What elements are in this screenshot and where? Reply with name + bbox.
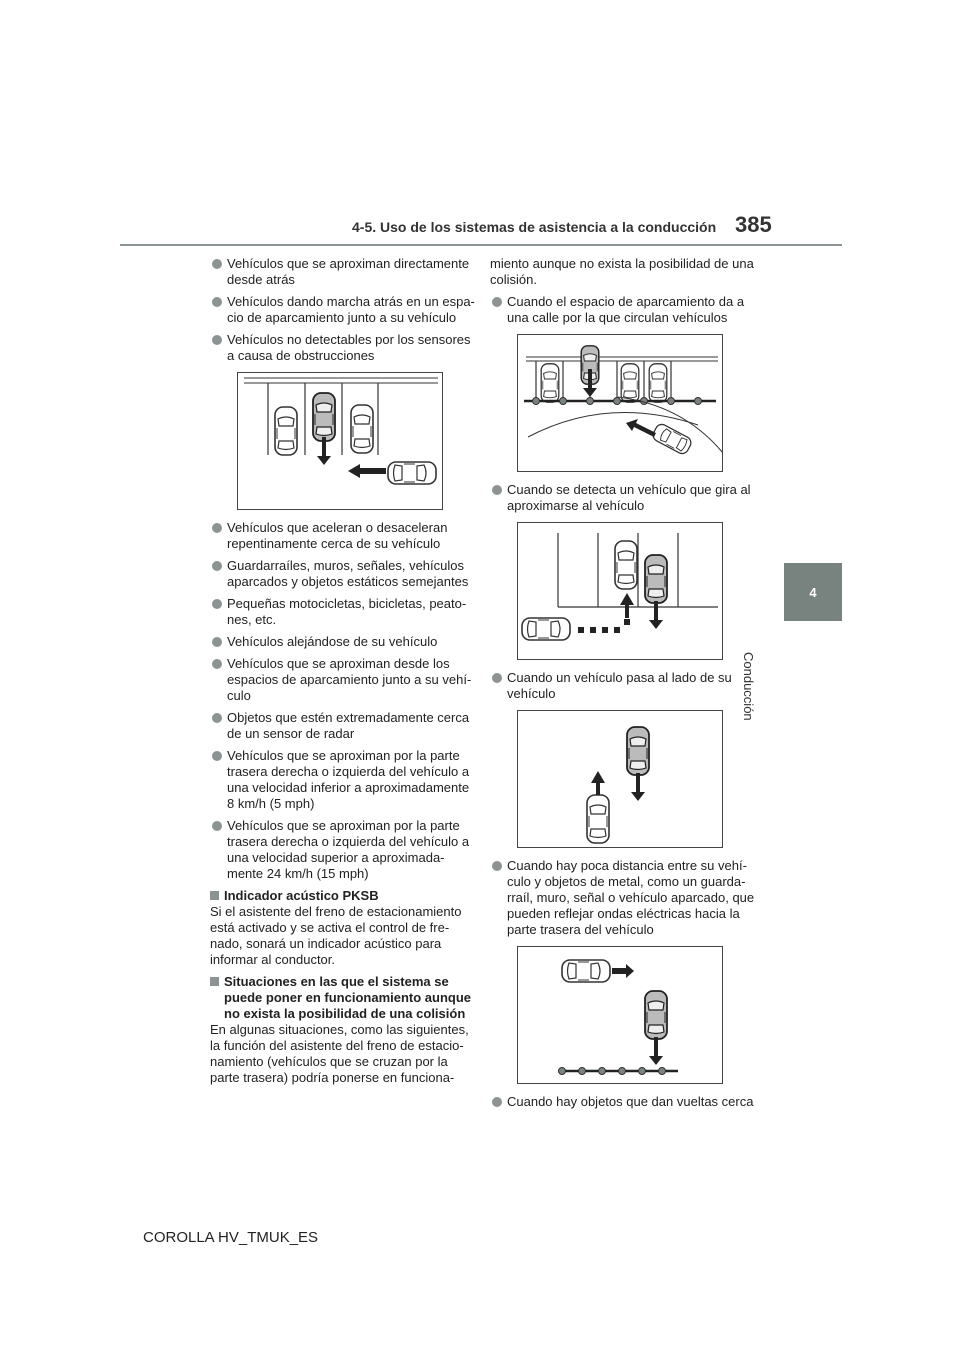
arrow-down-icon [649,601,663,629]
parked-car-icon [351,405,373,453]
own-car-icon [627,727,649,775]
bullet-icon [212,751,222,761]
bullet-icon [492,861,502,871]
side-tab-label: Conducción [741,652,756,721]
arrow-up-icon [620,593,634,618]
arrow-down-icon [631,773,645,801]
list-item: Vehículos dando marcha atrás en un espa- cio de aparcamiento junto a su vehículo [210,294,478,326]
heading-situations: Situaciones en las que el sistema se puede poner en funcionamiento aunque no exista la posibilidad de una colisión [210,974,478,1022]
list-item: Cuando un vehículo pasa al lado de su vehículo [490,670,760,702]
list-item: Cuando el espacio de aparcamiento da a una calle por la que circulan vehículos [490,294,760,326]
arrow-left-icon [348,464,386,478]
parked-car-icon [649,364,667,402]
bullet-icon [212,561,222,571]
right-column [490,256,760,1116]
own-car-icon [645,991,667,1039]
figure-passing [517,710,723,848]
approaching-car-icon [388,462,436,484]
passing-car-icon [587,795,609,843]
list-item: Vehículos alejándose de su vehículo [210,634,478,650]
parked-car-icon [275,407,297,455]
list-item: Guardarraíles, muros, señales, vehículos aparcados y objetos estáticos semejantes [210,558,478,590]
bullet-icon [212,821,222,831]
arrow-icon [626,419,656,437]
bullet-icon [212,713,222,723]
figure-metal-objects [517,946,723,1084]
arrow-down-icon [649,1037,663,1065]
turning-car-icon [522,618,570,640]
paragraph: En algunas situaciones, como las siguientes, la función del asistente del freno de estacio- namiento (vehículos que se cruzan por la parte trasera) podría ponerse en funciona- [210,1022,469,1085]
passing-car-icon [562,960,610,982]
square-bullet-icon [210,891,219,900]
bullet-icon [212,335,222,345]
bullet-icon [212,523,222,533]
figure-obstruction [237,372,443,510]
side-tab-number: 4 [809,585,817,600]
bullet-icon [212,599,222,609]
bullet-icon [212,637,222,647]
paragraph: miento aunque no exista la posibilidad de una colisión. [490,256,754,287]
heading-pksb: Indicador acústico PKSB [210,888,478,904]
list-item: Pequeñas motocicletas, bicicletas, peato- nes, etc. [210,596,478,628]
list-item: Vehículos que se aproximan desde los espacios de aparcamiento junto a su vehí- culo [210,656,478,704]
arrow-right-icon [612,964,634,978]
side-tab[interactable] [784,563,842,621]
bullet-icon [492,485,502,495]
turning-car-icon [651,422,693,456]
footer-model: COROLLA HV_TMUK_ES [143,1229,319,1246]
page-number: 385 [735,212,772,237]
parked-car-icon [615,541,637,589]
list-item: Vehículos que se aproximan directamente desde atrás [210,256,478,288]
list-item: Objetos que estén extremadamente cerca de un sensor de radar [210,710,478,742]
parked-car-icon [621,364,639,402]
paragraph: Si el asistente del freno de estacionamiento está activado y se activa el control de fre- nado, sonará un indicador acústico para informar al conductor. [210,904,462,967]
bullet-icon [492,1097,502,1107]
bullet-icon [492,297,502,307]
list-item: Cuando se detecta un vehículo que gira al aproximarse al vehículo [490,482,760,514]
figure-street [517,334,723,472]
square-bullet-icon [210,977,219,986]
dotted-path [578,619,630,633]
arrow-up-icon [591,771,605,795]
list-item: Cuando hay objetos que dan vueltas cerca [490,1094,760,1110]
list-item: Cuando hay poca distancia entre su vehí- culo y objetos de metal, como un guarda- rraíl, muro, señal o vehículo aparcado, que pueden reflejar ondas eléctricas hacia la parte trasera del vehículo [490,858,760,938]
bullet-icon [492,673,502,683]
bullet-icon [212,297,222,307]
left-column [210,256,478,1092]
section-title: 4-5. Uso de los sistemas de asistencia a la conducción [352,219,717,235]
bullet-icon [212,659,222,669]
bullet-icon [212,259,222,269]
list-item: Vehículos que aceleran o desaceleran repentinamente cerca de su vehículo [210,520,478,552]
figure-turning [517,522,723,660]
header-rule [120,244,842,246]
own-car-icon [313,393,335,441]
parked-car-icon [541,364,559,402]
list-item: Vehículos no detectables por los sensores a causa de obstrucciones [210,332,478,364]
list-item: Vehículos que se aproximan por la parte trasera derecha o izquierda del vehículo a una velocidad superior a aproximada- mente 24 km/h (15 mph) [210,818,478,882]
own-car-icon [645,555,667,603]
list-item: Vehículos que se aproximan por la parte trasera derecha o izquierda del vehículo a una velocidad inferior a aproximadamente 8 km/h (5 mph) [210,748,478,812]
